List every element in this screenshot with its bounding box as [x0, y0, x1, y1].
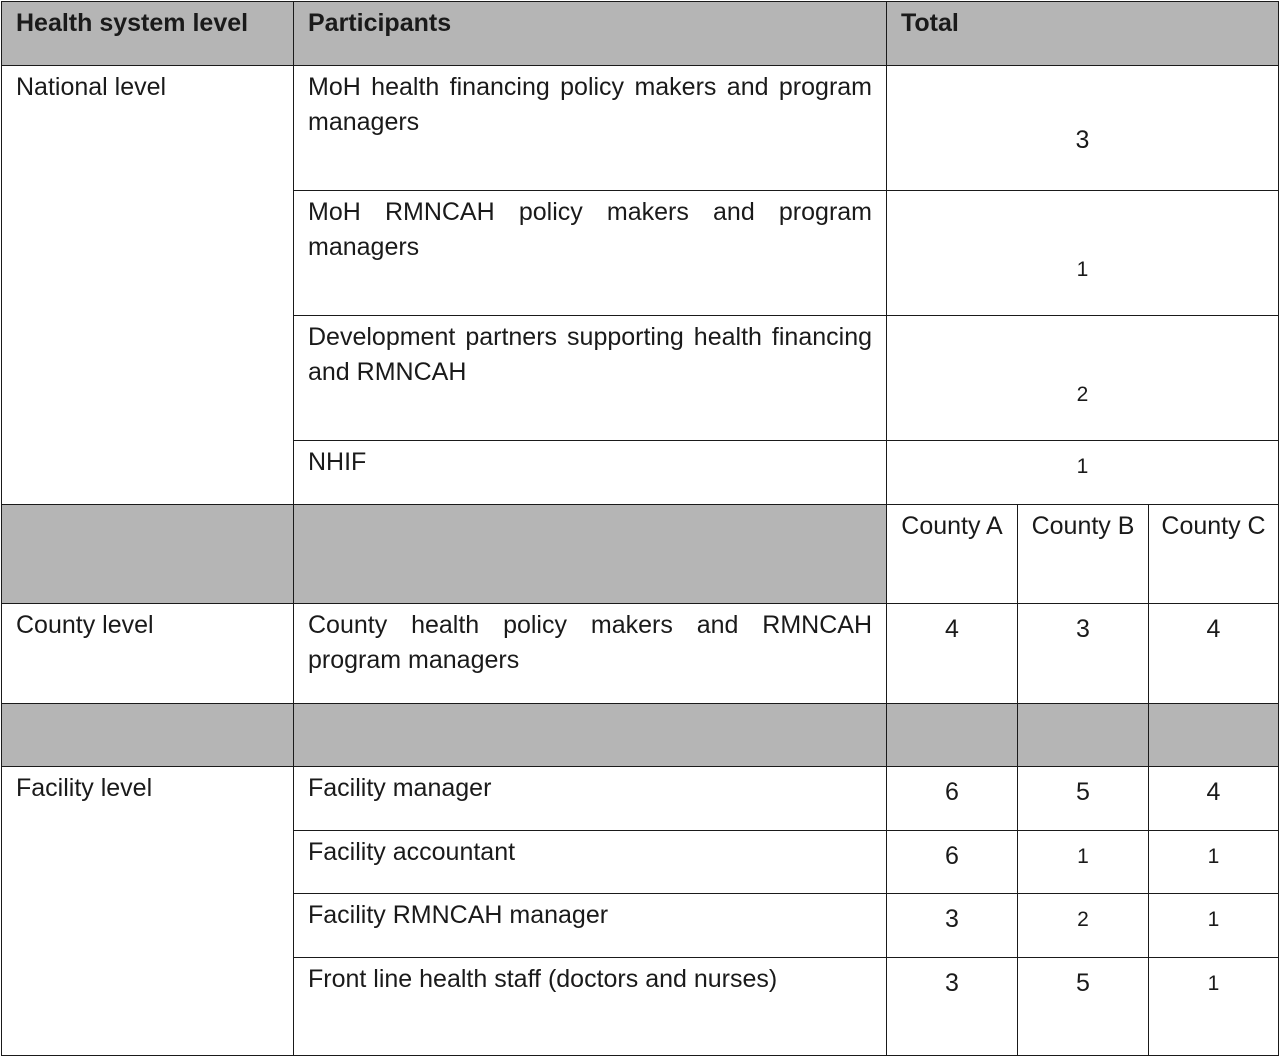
level-facility: Facility level [2, 767, 294, 1056]
blank-cell [1149, 704, 1279, 767]
participants-table [1, 1, 1279, 1056]
participant-cell: MoH health financing policy makers and program managers [294, 66, 887, 191]
county-a-value: 3 [887, 958, 1018, 1056]
blank-cell [2, 704, 294, 767]
participant-cell: Facility RMNCAH manager [294, 894, 887, 958]
level-county: County level [2, 604, 294, 704]
county-header-row [2, 505, 1279, 604]
participant-cell: Development partners supporting health financing and RMNCAH [294, 316, 887, 441]
blank-cell [887, 704, 1018, 767]
county-a-value: 4 [887, 604, 1018, 704]
participant-cell: MoH RMNCAH policy makers and program managers [294, 191, 887, 316]
total-cell: 2 [887, 316, 1279, 441]
total-cell: 1 [887, 191, 1279, 316]
participant-cell: Facility accountant [294, 831, 887, 894]
blank-cell [294, 704, 887, 767]
county-a-value: 6 [887, 767, 1018, 831]
county-b-value: 5 [1018, 767, 1149, 831]
county-c-value: 4 [1149, 767, 1279, 831]
table-row [2, 767, 1279, 831]
county-b-value: 1 [1018, 831, 1149, 894]
county-c-value: 4 [1149, 604, 1279, 704]
total-cell: 1 [887, 441, 1279, 505]
county-c-value: 1 [1149, 958, 1279, 1056]
blank-cell [294, 505, 887, 604]
header-participants: Participants [294, 2, 887, 66]
total-cell: 3 [887, 66, 1279, 191]
blank-cell [2, 505, 294, 604]
table-row [2, 604, 1279, 704]
participant-cell: Front line health staff (doctors and nurses) [294, 958, 887, 1056]
county-b-header: County B [1018, 505, 1149, 604]
county-b-value: 2 [1018, 894, 1149, 958]
header-level: Health system level [2, 2, 294, 66]
county-b-value: 5 [1018, 958, 1149, 1056]
participant-cell: Facility manager [294, 767, 887, 831]
county-b-value: 3 [1018, 604, 1149, 704]
county-a-value: 3 [887, 894, 1018, 958]
spacer-row [2, 704, 1279, 767]
header-row [2, 2, 1279, 66]
county-c-value: 1 [1149, 894, 1279, 958]
header-total: Total [887, 2, 1279, 66]
participant-cell: County health policy makers and RMNCAH program managers [294, 604, 887, 704]
table-row [2, 66, 1279, 191]
blank-cell [1018, 704, 1149, 767]
county-a-value: 6 [887, 831, 1018, 894]
level-national: National level [2, 66, 294, 505]
county-c-value: 1 [1149, 831, 1279, 894]
county-a-header: County A [887, 505, 1018, 604]
county-c-header: County C [1149, 505, 1279, 604]
participant-cell: NHIF [294, 441, 887, 505]
